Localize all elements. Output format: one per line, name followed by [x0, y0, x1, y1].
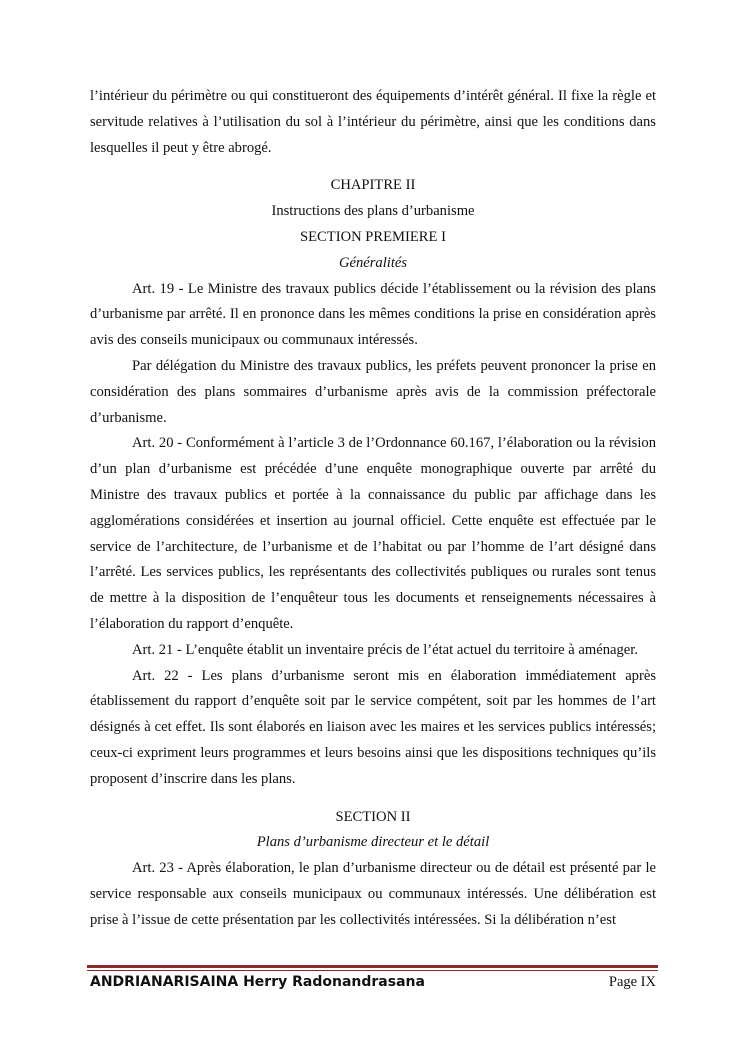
section-title: SECTION PREMIERE I [300, 228, 446, 245]
page-number: Page IX [608, 974, 656, 990]
section-subtitle: Généralités [338, 254, 408, 271]
chapter-subtitle: Instructions des plans d’urbanisme [271, 203, 475, 220]
footer-rule [87, 965, 658, 968]
article-19-delegation: Par délégation du Ministre des travaux publics, les préfets peuvent prononcer la prise en considération des plans sommaires d’urbanisme après avis de la commission préfectorale d’urbanisme. [90, 357, 656, 426]
footer-rule-thin [87, 970, 658, 971]
section-2-subtitle: Plans d’urbanisme directeur et le détail [256, 834, 490, 851]
article-19: Art. 19 - Le Ministre des travaux publics décide l’établissement ou la révision des plans d’urbanisme par arrêté. Il en prononce dans les mêmes conditions la prise en considération après avis des conseils municipaux ou communaux intéressés. [90, 280, 656, 349]
article-20: Art. 20 - Conformément à l’article 3 de l’Ordonnance 60.167, l’élaboration ou la révision d’un plan d’urbanisme est précédée d’une enquête monographique ouverte par arrêté du Ministre des travaux publics et portée à la connaissance du public par affichage dans les agglomérations considérées et insertion au journal officiel. Cette enquête est effectuée par le service de l’architecture, de l’urbanisme et de l’habitat ou par l’homme de l’art désigné dans l’arrêté. Les services publics, les représentants des collectivités publiques ou rurales sont tenus de mettre à la disposition de l’enquêteur tous les documents et renseignements nécessaires à l’élaboration du rapport d’enquête. [90, 435, 656, 632]
article-22: Art. 22 - Les plans d’urbanisme seront mis en élaboration immédiatement après établissement du rapport d’enquête soit par le service compétent, soit par les hommes de l’art désignés à cet effet. Ils sont élaborés en liaison avec les maires et les services publics intéressés; ceux-ci expriment leurs programmes et leurs besoins ainsi que les dispositions techniques qu’ils proposent d’inscrire dans les plans. [90, 667, 656, 787]
paragraph-intro: l’intérieur du périmètre ou qui constitueront des équipements d’intérêt général. Il fixe la règle et servitude relatives à l’utilisation du sol à l’intérieur du périmètre, ainsi que les conditions dans lesquelles il peut y être abrogé. [90, 88, 656, 156]
section-2-title: SECTION II [335, 808, 411, 825]
document-body [90, 84, 656, 934]
chapter-title: CHAPITRE II [330, 177, 416, 194]
footer-author: ANDRIANARISAINA Herry Radonandrasana [90, 974, 425, 990]
article-21: Art. 21 - L’enquête établit un inventaire précis de l’état actuel du territoire à aménager. [132, 641, 638, 658]
article-23: Art. 23 - Après élaboration, le plan d’urbanisme directeur ou de détail est présenté par le service responsable aux conseils municipaux ou communaux intéressés. Une délibération est prise à l’issue de cette présentation par les collectivités intéressées. Si la délibération n’est [90, 860, 656, 928]
